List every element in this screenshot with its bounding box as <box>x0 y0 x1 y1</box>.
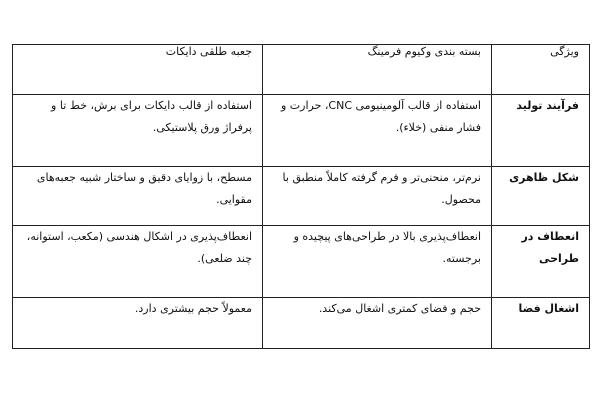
row-die-cut-box-cell: معمولاً حجم بیشتری دارد. <box>13 298 263 349</box>
table-header-row <box>13 45 590 95</box>
row-die-cut-box-cell: مسطح، با زوایای دقیق و ساختار شبیه جعبه‌های مقوایی. <box>13 167 263 226</box>
row-vacuum-forming-cell: انعطاف‌پذیری بالا در طراحی‌های پیچیده و برجسته. <box>263 226 492 298</box>
row-die-cut-box-cell: استفاده از قالب دایکات برای برش، خط تا و پرفراژ ورق پلاستیکی. <box>13 95 263 167</box>
row-vacuum-forming-cell: استفاده از قالب آلومینیومی CNC، حرارت و فشار منفی (خلاء). <box>263 95 492 167</box>
table-row <box>13 298 590 349</box>
table-row <box>13 95 590 167</box>
row-feature-label: اشغال فضا <box>492 298 590 349</box>
table-row <box>13 226 590 298</box>
row-vacuum-forming-cell: حجم و فضای کمتری اشغال می‌کند. <box>263 298 492 349</box>
header-vacuum-forming: بسته بندی وکیوم فرمینگ <box>263 45 492 95</box>
row-vacuum-forming-cell: نرم‌تر، منحنی‌تر و فرم گرفته کاملاً منطبق با محصول. <box>263 167 492 226</box>
row-die-cut-box-cell: انعطاف‌پذیری در اشکال هندسی (مکعب، استوانه، چند ضلعی). <box>13 226 263 298</box>
row-feature-label: شکل ظاهری <box>492 167 590 226</box>
table-row <box>13 167 590 226</box>
row-feature-label: فرآیند تولید <box>492 95 590 167</box>
comparison-table <box>12 44 590 349</box>
header-feature: ویژگی <box>492 45 590 95</box>
row-feature-label: انعطاف در طراحی <box>492 226 590 298</box>
header-die-cut-box: جعبه طلقی دایکات <box>13 45 263 95</box>
